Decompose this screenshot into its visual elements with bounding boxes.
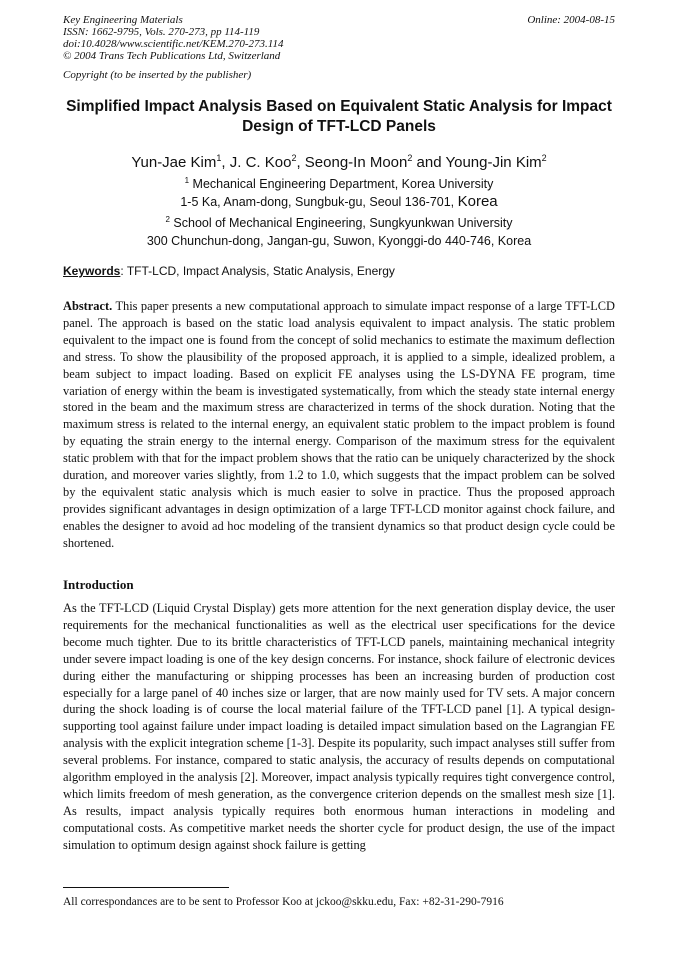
doi-line: doi:10.4028/www.scientific.net/KEM.270-273.114 bbox=[63, 38, 284, 50]
author-affil-mark: 2 bbox=[541, 153, 547, 163]
copyright-line: Copyright (to be inserted by the publisher) bbox=[63, 69, 252, 81]
footnote: All correspondances are to be sent to Professor Koo at jckoo@skku.edu, Fax: +82-31-290-7916 bbox=[63, 896, 504, 908]
affil-mark: 2 bbox=[165, 215, 170, 224]
introduction-paragraph: As the TFT-LCD (Liquid Crystal Display) gets more attention for the next generation display device, the user requirements for the mechanical functionalities as well as the electrical user specifications for the device become much tighter. Due to its brittle characteristics of TFT-LCD panels, maintaining mechanical integrity under severe impact loading is one of the key design concerns. For instance, shock failure of electronic devices during either the manufacturing or shipping processes has been an increasing burden of production cost especially for a large panel of 40 inches size or larger, that are now mainly used for TV sets. A major concern during the shock loading is of course the local material failure of the TFT-LCD panel [1]. A typical design-supporting tool against failure under impact loading is detailed impact simulation based on the Lagrangian FE analysis with the explicit integration scheme [1-3]. Despite its popularity, such impact analyses still suffer from several problems. For instance, compared to static analysis, the accuracy of results depends on computational algorithm employed in the analysis [2]. Moreover, impact analysis typically requires tight convergence control, which limits freedom of mesh generation, as the convergence criterion depends on the smallest mesh size [1]. As results, impact analysis typically requires both enormous human interactions in modeling and computational costs. As competitive market needs the shorter cycle for product design, the use of the impact simulation to optimum design against shock failure is getting bbox=[63, 601, 615, 852]
keywords bbox=[63, 263, 615, 279]
footnote-rule bbox=[63, 887, 229, 888]
keywords-text: TFT-LCD, Impact Analysis, Static Analysis, Energy bbox=[123, 264, 395, 278]
section-heading-introduction: Introduction bbox=[63, 577, 134, 592]
author-affil-mark: 2 bbox=[407, 153, 413, 163]
abstract-text: This paper presents a new computational approach to simulate impact response of a large TFT-LCD panel. The approach is based on the static load analysis equivalent to impact analysis. The static problem equivalent to the impact one is found from the concept of solid mechanics to estimate the maximum deflection and stress. To show the plausibility of the proposed approach, it is applied to a simple, idealized problem, a beam subject to impact loading. Based on explicit FE analyses using the LS-DYNA FE program, time variation of energy within the beam is investigated systematically, from which the steady state internal energy stored in the beam and the maximum stress are characterized in terms of the shock duration. Noting that the maximum stress is related to the internal energy, an equivalent static problem to the impact problem is found by equating the strain energy to the internal energy. Comparison of the maximum stress for the equivalent static problem with that for the impact problem shows that the ratio can be uniquely characterized by the shock duration, and moreover varies slightly, from 1.2 to 1.0, which suggests that the impact problem can be solved by the equivalent static analysis which is much easier to solve in practice. Thus the proposed approach provides significant advantages in design optimization of a large TFT-LCD monitor against chock failure, and enables the designer to avoid ad hoc modeling of the transient dynamics so that product design cycle could be shortened. bbox=[63, 299, 615, 550]
journal-name: Key Engineering Materials bbox=[63, 14, 183, 26]
author-separator: , bbox=[221, 154, 230, 171]
journal-header bbox=[63, 14, 615, 81]
keywords-label: Keywords bbox=[63, 264, 121, 278]
abstract bbox=[63, 298, 615, 552]
affiliation-1 bbox=[40, 172, 638, 211]
issn-line: ISSN: 1662-9795, Vols. 270-273, pp 114-119 bbox=[63, 26, 260, 38]
affil-mark: 1 bbox=[184, 176, 190, 185]
author-name: J. C. Koo bbox=[229, 154, 292, 171]
abstract-label: Abstract. bbox=[63, 299, 113, 313]
paper-title: Simplified Impact Analysis Based on Equivalent Static Analysis for Impact Design of TFT-LCD Panels bbox=[66, 98, 612, 135]
author-separator: , bbox=[296, 154, 305, 171]
publisher-line: © 2004 Trans Tech Publications Ltd, Switzerland bbox=[63, 50, 281, 62]
affil-institution: School of Mechanical Engineering, Sungkyunkwan University bbox=[169, 216, 513, 231]
affil-institution: Mechanical Engineering Department, Korea University bbox=[189, 177, 494, 192]
online-date: Online: 2004-08-15 bbox=[527, 14, 615, 26]
author-separator: and bbox=[412, 154, 446, 171]
keywords-colon: : bbox=[120, 264, 124, 278]
affil-country: Korea bbox=[457, 193, 498, 211]
affiliation-2 bbox=[40, 211, 638, 250]
author-name: Young-Jin Kim bbox=[445, 154, 542, 171]
affil-address: 300 Chunchun-dong, Jangan-gu, Suwon, Kyonggi-do 440-746, Korea bbox=[146, 234, 532, 249]
author-affil-mark: 1 bbox=[216, 153, 222, 163]
affil-address: 1-5 Ka, Anam-dong, Sungbuk-gu, Seoul 136-701, bbox=[180, 195, 458, 210]
author-name: Yun-Jae Kim bbox=[131, 154, 217, 171]
author-name: Seong-In Moon bbox=[304, 154, 408, 171]
author-affil-mark: 2 bbox=[291, 153, 297, 163]
author-list bbox=[40, 149, 638, 172]
